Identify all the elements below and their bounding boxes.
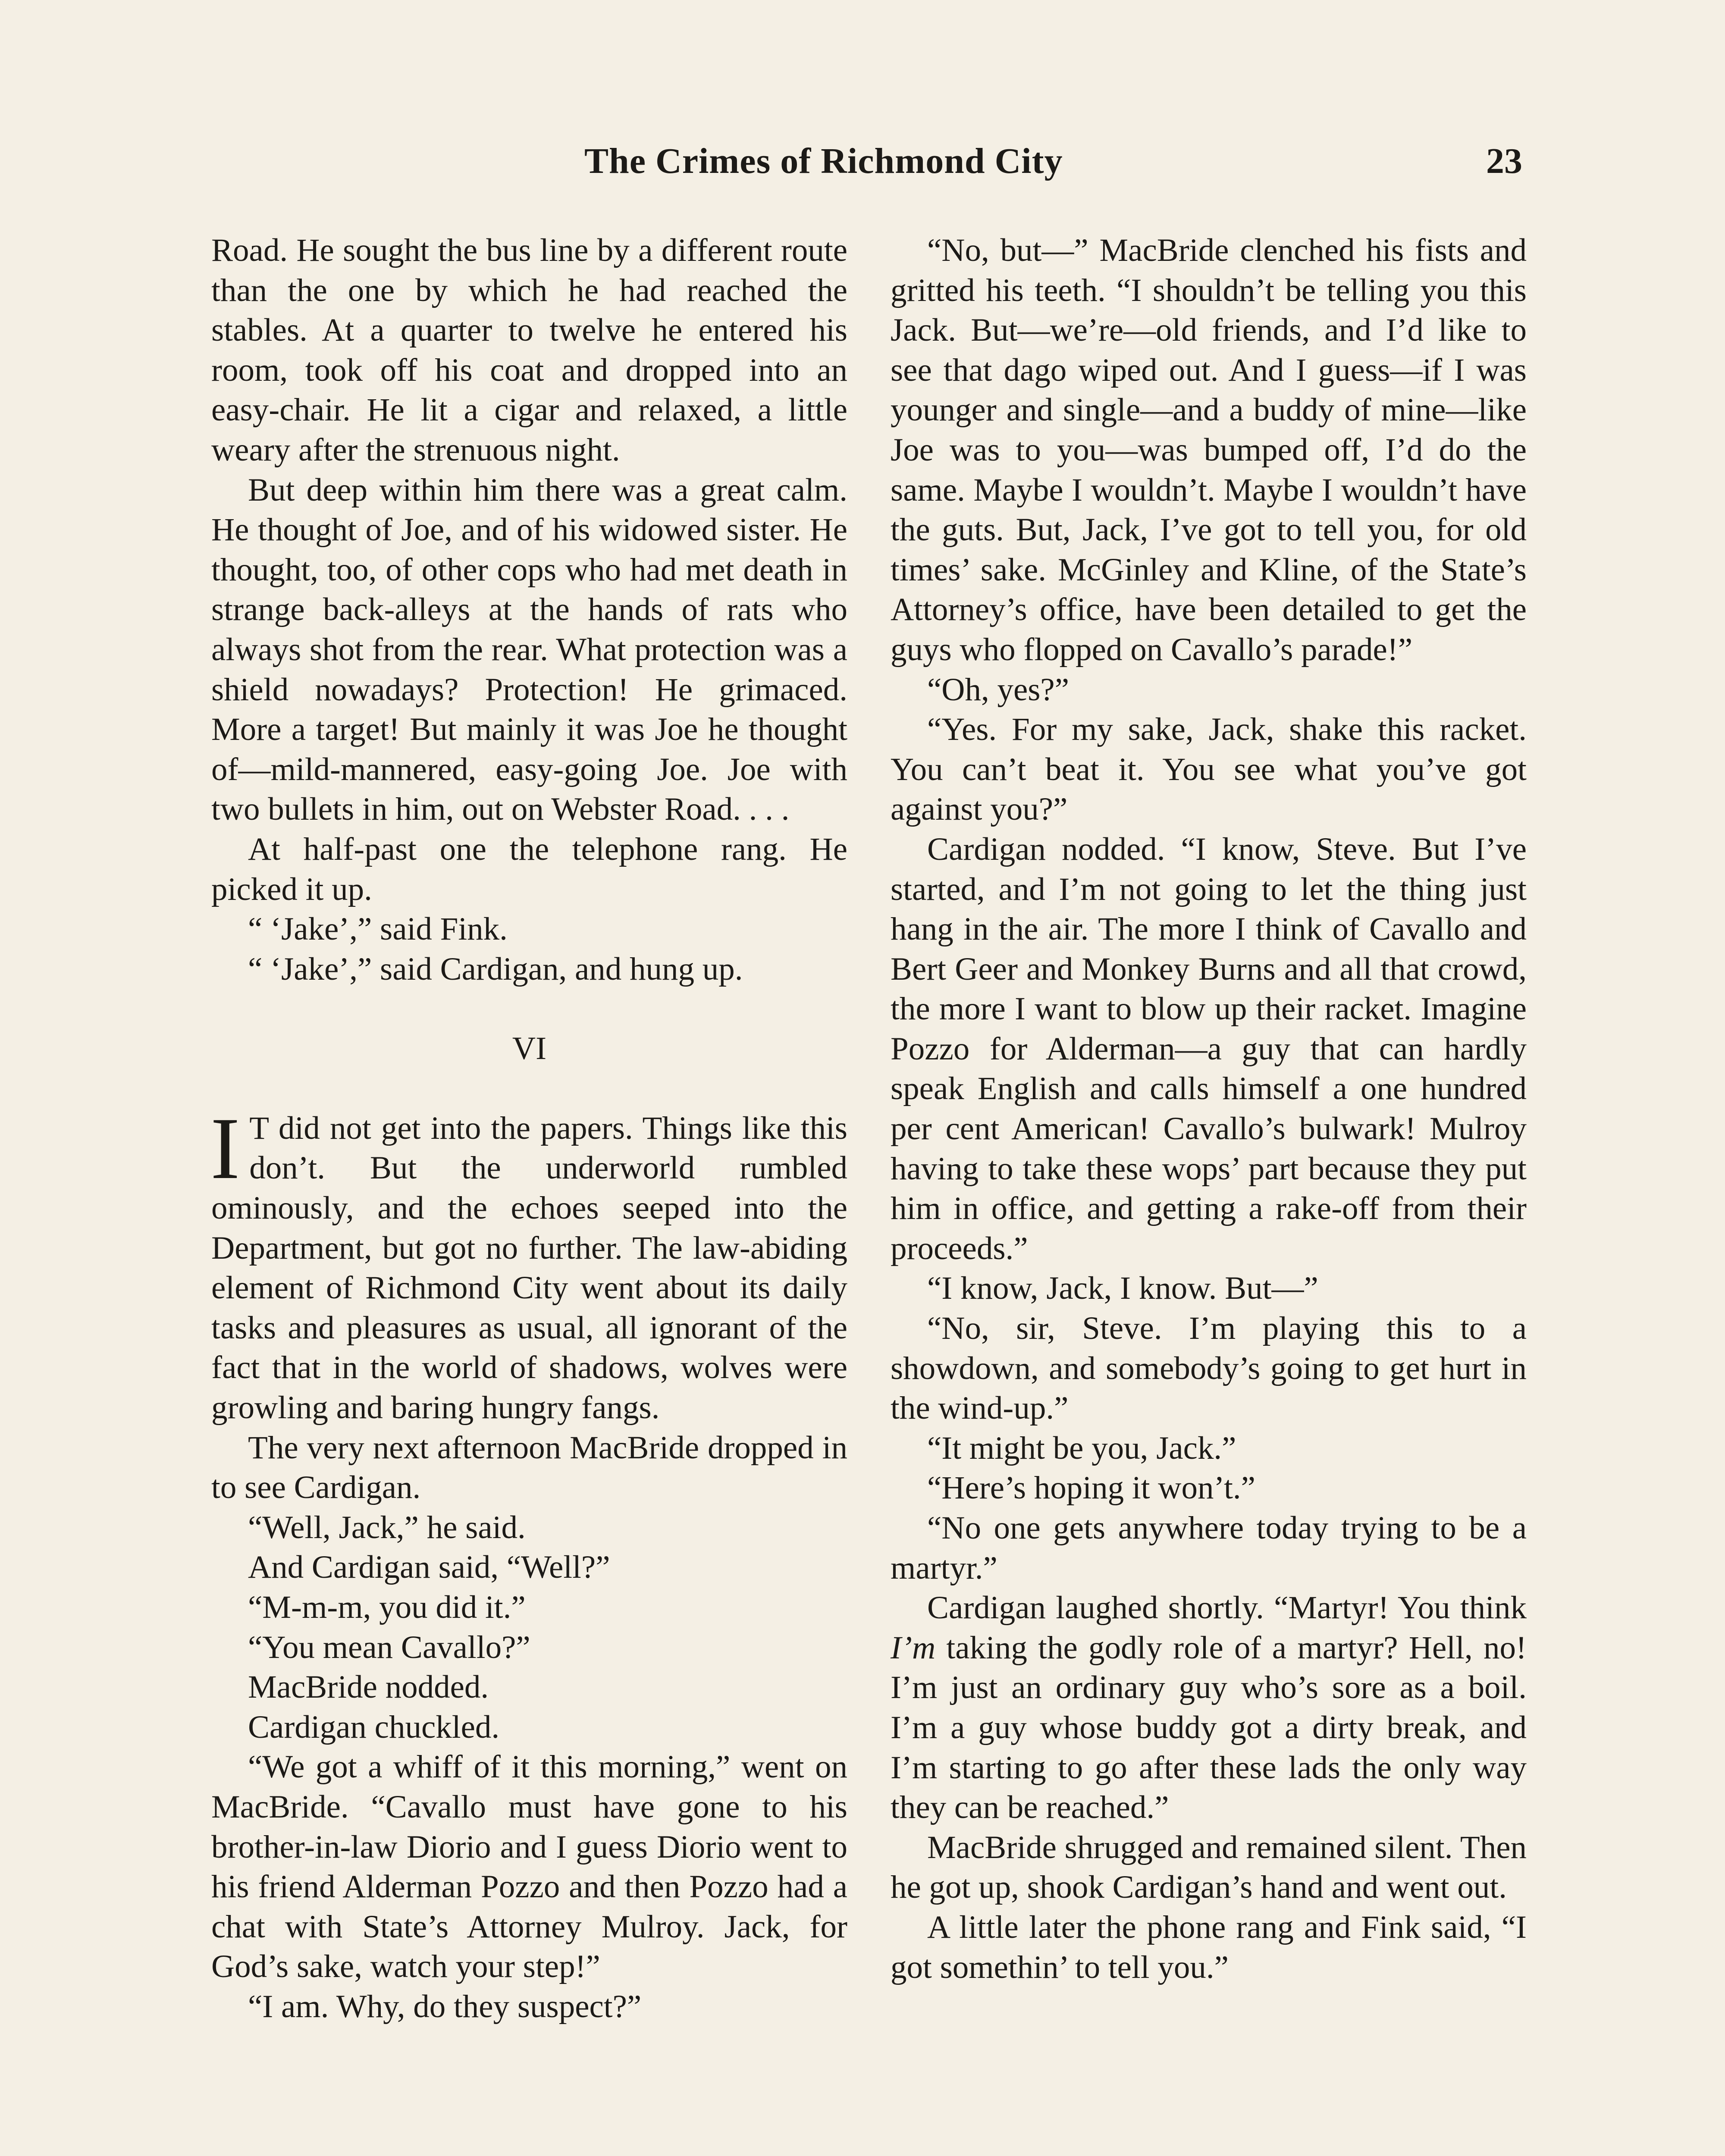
paragraph: Cardigan chuckled. [248,1709,500,1745]
running-title: The Crimes of Richmond City [584,141,1063,181]
paragraph: “No, sir, Steve. I’m playing this to a showdown, and somebody’s going to get hurt in the wind-up.” [891,1310,1527,1426]
paragraph: “I know, Jack, I know. But—” [927,1270,1318,1307]
paragraph: “Yes. For my sake, Jack, shake this racket. You can’t beat it. You see what you’ve got against you?” [891,711,1527,827]
paragraph: Cardigan nodded. “I know, Steve. But I’ve started, and I’m not going to let the thing just hang in the air. The more I think of Cavallo and Bert Geer and Monkey Burns and all that crowd, the more I want to blow up their racket. Imagine Pozzo for Alderman—a guy that can hardly speak English and calls himself a one hundred per cent American! Cavallo’s bulwark! Mulroy having to take these wops’ part because they put him in office, and getting a rake-off from their proceeds.” [891,831,1527,1266]
paragraph: A little later the phone rang and Fink said, “I got somethin’ to tell you.” [891,1909,1527,1985]
page-number: 23 [1486,141,1522,181]
chapter-opening-paragraph [210,1099,847,1428]
paragraph: “We got a whiff of it this morning,” went on MacBride. “Cavallo must have gone to his brother-in-law Diorio and I guess Diorio went to his friend Alderman Pozzo and then Pozzo had a chat with State’s Attorney Mulroy. Jack, for God’s sake, watch your step!” [211,1749,847,1985]
section-heading: VI [512,1031,547,1067]
paragraph-text: T did not get into the papers. Things like this don’t. But the underworld rumbled ominously, and the echoes seeped into the Department, but got no further. The law-abiding element of Richmond City went about its daily tasks and pleasures as usual, all ignorant of the fact that in the world of shadows, wolves were growling and baring hungry fangs. [211,1110,847,1426]
drop-cap: I [210,1099,240,1197]
paragraph: “Here’s hoping it won’t.” [927,1470,1255,1506]
paragraph: “You mean Cavallo?” [248,1629,530,1665]
paragraph: “Well, Jack,” he said. [248,1509,526,1545]
paragraph: “It might be you, Jack.” [927,1430,1236,1466]
paragraph: MacBride shrugged and remained silent. Then he got up, shook Cardigan’s hand and went out. [891,1829,1527,1905]
paragraph: MacBride nodded. [248,1669,489,1705]
paragraph [891,1588,1527,1828]
right-column [891,231,1527,1987]
paragraph: And Cardigan said, “Well?” [248,1549,610,1586]
paragraph: Road. He sought the bus line by a different route than the one by which he had reached the stables. At a quarter to twelve he entered his room, took off his coat and dropped into an easy-chair. He lit a cigar and relaxed, a little weary after the strenuous night. [211,232,847,468]
paragraph: “ ‘Jake’,” said Fink. [248,911,508,947]
paragraph: “M-m-m, you did it.” [248,1589,526,1625]
paragraph: But deep within him there was a great calm. He thought of Joe, and of his widowed sister. He thought, too, of other cops who had met death in strange back-alleys at the hands of rats who always shot from the rear. What protection was a shield nowadays? Protection! He grimaced. More a target! But mainly it was Joe he thought of—mild-mannered, easy-going Joe. Joe with two bullets in him, out on Webster Road. . . . [211,472,847,827]
paragraph-text: taking the godly role of a martyr? Hell, no! I’m just an ordinary guy who’s sore as a boil. I’m a guy whose buddy got a dirty break, and I’m starting to go after these lads the only way they can be reached.” [891,1630,1527,1826]
running-head [209,140,1522,188]
left-column [211,231,847,2027]
paragraph: “I am. Why, do they suspect?” [248,1988,642,2024]
paragraph: The very next afternoon MacBride dropped in to see Cardigan. [211,1429,847,1506]
paragraph-text: Cardigan laughed shortly. “Martyr! You think [927,1590,1527,1626]
paragraph: “ ‘Jake’,” said Cardigan, and hung up. [248,951,743,987]
italic-text: I’m [891,1630,936,1666]
paragraph: At half-past one the telephone rang. He picked it up. [211,831,847,907]
paragraph: “Oh, yes?” [927,671,1070,708]
paragraph: “No, but—” MacBride clenched his fists and gritted his teeth. “I shouldn’t be telling you this Jack. But—we’re—old friends, and I’d like to see that dago wiped out. And I guess—if I was younger and single—and a buddy of mine—like Joe was to you—was bumped off, I’d do the same. Maybe I wouldn’t. Maybe I wouldn’t have the guts. But, Jack, I’ve got to tell you, for old times’ sake. McGinley and Kline, of the State’s Attorney’s office, have been detailed to get the guys who flopped on Cavallo’s parade!” [891,232,1527,667]
paragraph: “No one gets anywhere today trying to be a martyr.” [891,1510,1527,1586]
